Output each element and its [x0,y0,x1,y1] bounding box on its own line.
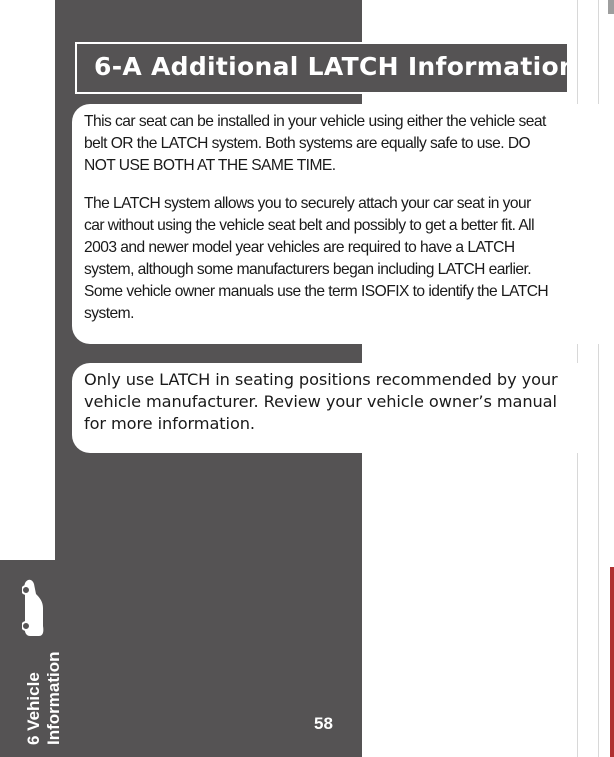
car-icon [22,578,46,638]
paragraph-installation: This car seat can be installed in your vehicle using either the vehicle seat belt OR the LATCH system. Both systems are equally safe to use. DO NOT USE BOTH AT THE SAME TIME. [84,113,546,174]
section-title: 6-A Additional LATCH Information [94,52,578,81]
paragraph-latch-system: The LATCH system allows you to securely attach your car seat in your car without using the vehicle seat belt and possibly to get a better fit. All 2003 and newer model year vehicles are required to have a LATCH system, although some manufacturers began including LATCH earlier. Some vehicle owner manuals use the term ISOFIX to identify the LATCH system. [84,195,549,322]
side-tab-line-2: Information [44,651,63,745]
page-margin [0,0,55,560]
paragraph-seating-positions: Only use LATCH in seating positions recommended by your vehicle manufacturer. Review your vehicle owner’s manual for more information. [84,370,558,433]
chapter-side-tab [24,652,64,746]
side-tab-line-1: 6 Vehicle [24,672,43,745]
page-number: 58 [314,714,333,733]
section-title-bar [75,42,578,94]
